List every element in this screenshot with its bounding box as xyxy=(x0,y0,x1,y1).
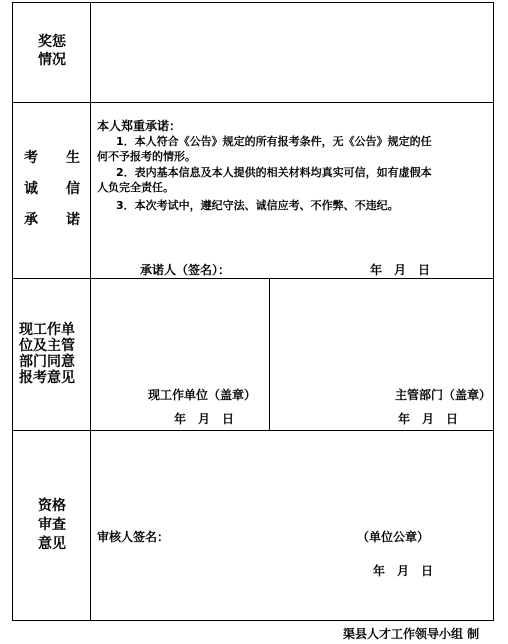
label-column-divider xyxy=(90,2,91,621)
table-bottom-border xyxy=(12,620,494,621)
dept-seal-label: 主管部门（盖章） xyxy=(395,388,492,402)
pledge-label-right-2: 信 xyxy=(66,181,80,197)
review-label-line3: 意见 xyxy=(38,536,66,552)
pledge-item3: 3．本次考试中，遵纪守法、诚信应考、不作弊、不违纪。 xyxy=(116,199,399,212)
rewards-label-line1: 奖惩 xyxy=(38,34,66,50)
consent-label-line3: 部门同意 xyxy=(19,354,75,370)
pledge-item1-line2: 何不予报考的情形。 xyxy=(97,150,196,163)
table-right-border xyxy=(493,2,494,621)
pledge-date: 年 月 日 xyxy=(370,263,431,277)
review-label-line1: 资格 xyxy=(38,498,66,514)
pledge-label-left-2: 诚 xyxy=(24,181,38,197)
pledge-signer-label: 承诺人（签名）： xyxy=(140,263,231,277)
table-left-border xyxy=(12,2,13,621)
pledge-label-left-3: 承 xyxy=(24,212,38,228)
review-label-line2: 审查 xyxy=(38,517,66,533)
pledge-item2-line2: 人负完全责任。 xyxy=(97,181,174,194)
pledge-label-right-1: 生 xyxy=(66,150,80,166)
consent-label-line4: 报考意见 xyxy=(19,370,75,386)
consent-label-line1: 现工作单 xyxy=(19,322,75,338)
pledge-label-left-1: 考 xyxy=(24,150,38,166)
reviewer-signature-label: 审核人签名： xyxy=(97,530,170,544)
pledge-item1-line1: 1．本人符合《公告》规定的所有报考条件，无《公告》规定的任 xyxy=(116,135,432,148)
row-divider-1 xyxy=(12,102,494,103)
consent-split-divider xyxy=(269,278,270,431)
review-unit-seal-label: （单位公章） xyxy=(357,530,430,544)
dept-seal-date: 年 月 日 xyxy=(398,412,459,426)
row-divider-2 xyxy=(12,278,494,279)
consent-label-line2: 位及主管 xyxy=(19,338,75,354)
review-date: 年 月 日 xyxy=(373,564,434,578)
unit-seal-label: 现工作单位（盖章） xyxy=(148,388,257,402)
unit-seal-date: 年 月 日 xyxy=(174,412,235,426)
pledge-intro: 本人郑重承诺： xyxy=(97,119,182,133)
pledge-item2-line1: 2．表内基本信息及本人提供的相关材料均真实可信，如有虚假本 xyxy=(116,166,432,179)
issuer-footer: 渠县人才工作领导小组 制 xyxy=(343,627,480,641)
row-divider-3 xyxy=(12,430,494,431)
pledge-label-right-3: 诺 xyxy=(66,212,80,228)
table-top-border xyxy=(12,2,494,3)
rewards-label-line2: 情况 xyxy=(38,52,66,68)
